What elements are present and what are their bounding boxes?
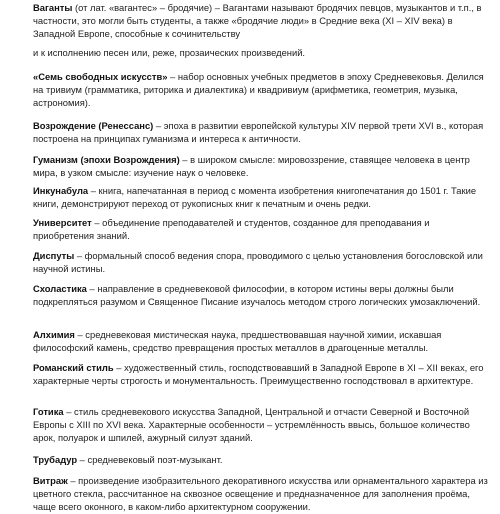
entry-troubadour [33, 453, 491, 466]
entry-term: Инкунабула [33, 185, 89, 196]
entry-term: Схоластика [33, 283, 87, 294]
entry-scholasticism [33, 282, 491, 308]
entry-term: Ваганты [33, 2, 73, 13]
entry-definition: – художественный стиль, господствовавший в Западной Европе в XI – XII веках, его характерные черты строгость и монументальность. Преимущественно господствовал в архитектуре. [33, 362, 484, 387]
entry-term: Диспуты [33, 250, 75, 261]
entry-term: Алхимия [33, 329, 75, 340]
entry-definition: – книга, напечатанная в период с момента изобретения книгопечатания до 1501 г. Такие книги, демонстрируют переход от рукописных книг к печатным и очень редки. [33, 185, 477, 210]
entry-term: Готика [33, 406, 64, 417]
entry-term: Возрождение (Ренессанс) [33, 120, 154, 131]
entry-humanism [33, 153, 491, 179]
entry-definition: – произведение изобразительного декоративного искусства или орнаментального характера из цветного стекла, рассчитанное на сквозное освещение и предназначенное для заполнения проёма, чаще всего оконного, в каком-либо архитектурном сооружении. [33, 475, 488, 513]
entry-definition: – формальный способ ведения спора, проводимого с целью установления богословской или научной истины. [33, 250, 483, 275]
entry-definition: (от лат. «вагантес» – бродячие) – Вагантами называют бродячих певцов, музыкантов и т.п., в частности, это могли быть студенты, а также «бродячие люди» в Средние века (XI – XIV века) в Западной Европе, способные к сочинительству [33, 2, 482, 40]
entry-definition: и к исполнению песен или, реже, прозаических произведений. [33, 47, 306, 58]
entry-vaganty-continued [33, 46, 491, 59]
entry-definition: – объединение преподавателей и студентов, созданное для преподавания и приобретения знаний. [33, 217, 430, 242]
entry-gothic [33, 405, 491, 445]
entry-definition: – набор основных учебных предметов в эпоху Средневековья. Делился на тривиум (грамматика, риторика и диалектика) и квадривиум (арифметика, геометрия, музыка, астрономия). [33, 71, 484, 109]
entry-stained-glass [33, 474, 491, 514]
entry-alchemy [33, 328, 491, 354]
entry-term: Гуманизм (эпохи Возрождения) [33, 154, 180, 165]
entry-term: Трубадур [33, 454, 78, 465]
entry-definition: – средневековый поэт-музыкант. [77, 454, 223, 465]
entry-romanesque [33, 361, 491, 387]
entry-term: Витраж [33, 475, 68, 486]
entry-term: Университет [33, 217, 92, 228]
entry-definition: – средневековая мистическая наука, предшествовавшая научной химии, искавшая философский камень, средство превращения простых металлов в драгоценные металлы. [33, 329, 442, 354]
entry-vaganty [33, 1, 491, 41]
entry-disputes [33, 249, 491, 275]
entry-definition: – стиль средневекового искусства Западной, Центральной и отчасти Северной и Восточной Европы с XIII по XVI века. Характерные особенности – устремлённость ввысь, большое количество арок, полуарок и шпилей, ажурный силуэт зданий. [33, 406, 470, 444]
entry-incunabula [33, 184, 491, 210]
entry-term: Романский стиль [33, 362, 114, 373]
entry-definition: – в широком смысле: мировоззрение, ставящее человека в центр мира, в узком смысле: изучение наук о человеке. [33, 154, 470, 179]
entry-term: «Семь свободных искусств» [33, 71, 168, 82]
entry-renaissance [33, 119, 491, 145]
entry-university [33, 216, 491, 242]
entry-definition: – эпоха в развитии европейской культуры XIV первой трети XVI в., которая построена на принципах гуманизма и интереса к античности. [33, 120, 484, 145]
entry-seven-liberal-arts [33, 70, 491, 110]
entry-definition: – направление в средневековой философии, в котором истины веры должны были подкрепляться разумом и Священное Писание изучалось методом строго логических умозаключений. [33, 283, 481, 308]
